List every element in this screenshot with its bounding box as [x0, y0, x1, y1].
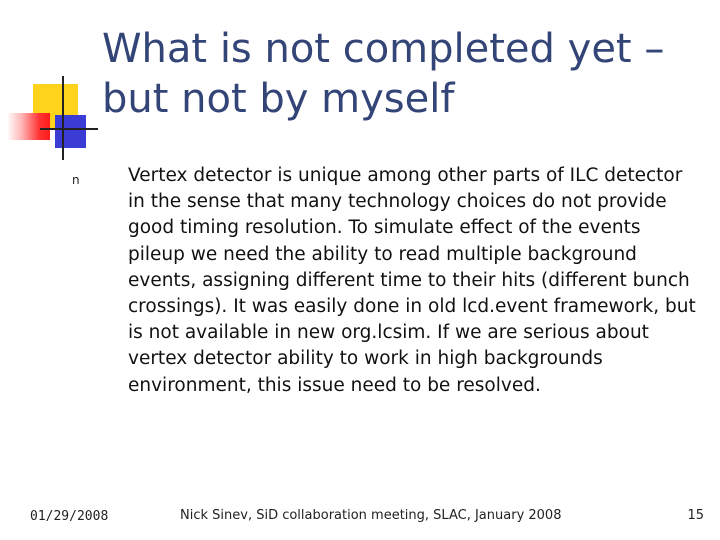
decorative-vertical-line: [62, 76, 64, 160]
footer-date: 01/29/2008: [30, 509, 109, 524]
footer-page-number: 15: [687, 508, 704, 523]
slide-title: What is not completed yet – but not by myself: [102, 26, 665, 122]
footer-presentation-info: Nick Sinev, SiD collaboration meeting, SLAC, January 2008: [180, 508, 562, 523]
decorative-blue-square: [55, 115, 86, 148]
slide-body-text: Vertex detector is unique among other parts of ILC detector in the sense that many technology choices do not provide good timing resolution. To simulate effect of the events pileup we need the ability to read multiple background events, assigning different time to their hits (different bunch crossings). It was easily done in old lcd.event framework, but is not available in new org.lcsim. If we are serious about vertex detector ability to work in high backgrounds environment, this issue need to be resolved.: [128, 165, 696, 396]
decorative-red-gradient-bar: [7, 113, 50, 140]
decorative-horizontal-line: [40, 128, 98, 130]
bullet-icon: n: [72, 173, 80, 187]
